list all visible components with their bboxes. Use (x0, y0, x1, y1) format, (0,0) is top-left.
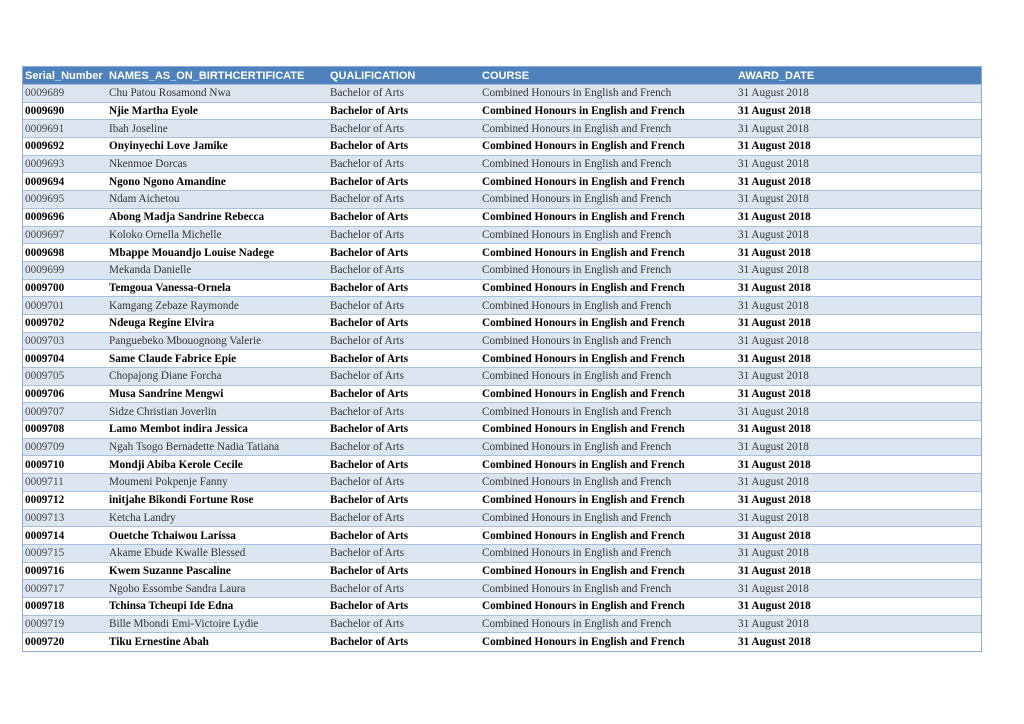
course-cell: Combined Honours in English and French (482, 636, 685, 649)
course-cell: Combined Honours in English and French (482, 405, 672, 418)
table-header-row (23, 67, 981, 85)
serial-number-cell: 0009700 (25, 281, 65, 294)
course-cell: Combined Honours in English and French (482, 193, 672, 206)
award-date-cell: 31 August 2018 (738, 476, 809, 489)
qualification-cell: Bachelor of Arts (330, 617, 404, 630)
qualification-cell: Bachelor of Arts (330, 476, 404, 489)
qualification-cell: Bachelor of Arts (330, 246, 409, 259)
name-cell: Lamo Membot indira Jessica (109, 423, 248, 436)
award-date-cell: 31 August 2018 (738, 87, 809, 100)
serial-number-cell: 0009713 (25, 511, 65, 524)
course-cell: Combined Honours in English and French (482, 494, 685, 507)
serial-number-cell: 0009689 (25, 87, 65, 100)
qualification-cell: Bachelor of Arts (330, 370, 404, 383)
name-cell: Koloko Ornella Michelle (109, 228, 222, 241)
name-cell: Tiku Ernestine Abah (109, 636, 209, 649)
qualification-cell: Bachelor of Arts (330, 458, 409, 471)
qualification-cell: Bachelor of Arts (330, 317, 409, 330)
table-row (23, 545, 981, 563)
header-course: COURSE (482, 69, 530, 82)
qualification-cell: Bachelor of Arts (330, 211, 409, 224)
course-cell: Combined Honours in English and French (482, 564, 685, 577)
serial-number-cell: 0009691 (25, 122, 65, 135)
award-date-cell: 31 August 2018 (738, 211, 811, 224)
course-cell: Combined Honours in English and French (482, 582, 672, 595)
award-date-cell: 31 August 2018 (738, 352, 811, 365)
qualification-cell: Bachelor of Arts (330, 281, 409, 294)
qualification-cell: Bachelor of Arts (330, 228, 404, 241)
name-cell: Onyinyechi Love Jamike (109, 140, 228, 153)
table-row (23, 403, 981, 421)
name-cell: Ibah Joseline (109, 122, 168, 135)
serial-number-cell: 0009692 (25, 140, 65, 153)
name-cell: Ndeuga Regine Elvira (109, 317, 215, 330)
serial-number-cell: 0009702 (25, 317, 65, 330)
award-date-cell: 31 August 2018 (738, 617, 809, 630)
serial-number-cell: 0009705 (25, 370, 65, 383)
award-date-cell: 31 August 2018 (738, 334, 809, 347)
serial-number-cell: 0009703 (25, 334, 65, 347)
course-cell: Combined Honours in English and French (482, 388, 685, 401)
course-cell: Combined Honours in English and French (482, 211, 685, 224)
table-row (23, 598, 981, 616)
name-cell: Tchinsa Tcheupi Ide Edna (109, 600, 234, 613)
name-cell: Sidze Christian Joverlin (109, 405, 217, 418)
award-date-cell: 31 August 2018 (738, 193, 809, 206)
award-date-cell: 31 August 2018 (738, 405, 809, 418)
award-date-cell: 31 August 2018 (738, 281, 811, 294)
course-cell: Combined Honours in English and French (482, 441, 672, 454)
table-row (23, 262, 981, 280)
serial-number-cell: 0009717 (25, 582, 65, 595)
qualification-cell: Bachelor of Arts (330, 405, 404, 418)
name-cell: Musa Sandrine Mengwi (109, 388, 224, 401)
serial-number-cell: 0009716 (25, 564, 65, 577)
course-cell: Combined Honours in English and French (482, 105, 685, 118)
name-cell: Mbappe Mouandjo Louise Nadege (109, 246, 275, 259)
course-cell: Combined Honours in English and French (482, 87, 672, 100)
qualification-cell: Bachelor of Arts (330, 441, 404, 454)
serial-number-cell: 0009701 (25, 299, 65, 312)
course-cell: Combined Honours in English and French (482, 529, 685, 542)
course-cell: Combined Honours in English and French (482, 352, 685, 365)
qualification-cell: Bachelor of Arts (330, 352, 409, 365)
course-cell: Combined Honours in English and French (482, 175, 685, 188)
name-cell: Moumeni Pokpenje Fanny (109, 476, 228, 489)
table-row (23, 333, 981, 351)
table-row (23, 616, 981, 634)
course-cell: Combined Honours in English and French (482, 423, 685, 436)
serial-number-cell: 0009690 (25, 105, 65, 118)
name-cell: Ngobo Essombe Sandra Laura (109, 582, 246, 595)
name-cell: Temgoua Vanessa-Ornela (109, 281, 231, 294)
serial-number-cell: 0009715 (25, 547, 65, 560)
table-row (23, 386, 981, 404)
qualification-cell: Bachelor of Arts (330, 582, 404, 595)
table-row (23, 510, 981, 528)
serial-number-cell: 0009714 (25, 529, 65, 542)
name-cell: Akame Ebude Kwalle Blessed (109, 547, 246, 560)
qualification-cell: Bachelor of Arts (330, 334, 404, 347)
table-row (23, 209, 981, 227)
course-cell: Combined Honours in English and French (482, 246, 685, 259)
award-date-cell: 31 August 2018 (738, 228, 809, 241)
name-cell: Ketcha Landry (109, 511, 176, 524)
qualification-cell: Bachelor of Arts (330, 158, 404, 171)
serial-number-cell: 0009711 (25, 476, 64, 489)
qualification-cell: Bachelor of Arts (330, 529, 409, 542)
qualification-cell: Bachelor of Arts (330, 122, 404, 135)
qualification-cell: Bachelor of Arts (330, 175, 409, 188)
name-cell: Bille Mbondi Emi-Victoire Lydie (109, 617, 259, 630)
table-row (23, 173, 981, 191)
award-date-cell: 31 August 2018 (738, 423, 811, 436)
graduates-table (22, 66, 982, 652)
name-cell: Abong Madja Sandrine Rebecca (109, 211, 265, 224)
course-cell: Combined Honours in English and French (482, 317, 685, 330)
award-date-cell: 31 August 2018 (738, 264, 809, 277)
name-cell: Njie Martha Eyole (109, 105, 198, 118)
award-date-cell: 31 August 2018 (738, 582, 809, 595)
course-cell: Combined Honours in English and French (482, 228, 672, 241)
course-cell: Combined Honours in English and French (482, 334, 672, 347)
name-cell: Nkenmoe Dorcas (109, 158, 187, 171)
header-award-date: AWARD_DATE (738, 69, 815, 82)
course-cell: Combined Honours in English and French (482, 122, 672, 135)
qualification-cell: Bachelor of Arts (330, 564, 409, 577)
serial-number-cell: 0009693 (25, 158, 65, 171)
serial-number-cell: 0009694 (25, 175, 65, 188)
serial-number-cell: 0009706 (25, 388, 65, 401)
course-cell: Combined Honours in English and French (482, 617, 672, 630)
name-cell: Ndam Aichetou (109, 193, 180, 206)
name-cell: Panguebeko Mbouognong Valerie (109, 334, 262, 347)
serial-number-cell: 0009695 (25, 193, 65, 206)
award-date-cell: 31 August 2018 (738, 494, 811, 507)
award-date-cell: 31 August 2018 (738, 564, 811, 577)
course-cell: Combined Honours in English and French (482, 281, 685, 294)
award-date-cell: 31 August 2018 (738, 529, 811, 542)
serial-number-cell: 0009704 (25, 352, 65, 365)
serial-number-cell: 0009707 (25, 405, 65, 418)
qualification-cell: Bachelor of Arts (330, 193, 404, 206)
table-row (23, 120, 981, 138)
table-row (23, 527, 981, 545)
table-row (23, 138, 981, 156)
serial-number-cell: 0009696 (25, 211, 65, 224)
qualification-cell: Bachelor of Arts (330, 511, 404, 524)
serial-number-cell: 0009719 (25, 617, 65, 630)
serial-number-cell: 0009698 (25, 246, 65, 259)
name-cell: Ouetche Tchaiwou Larissa (109, 529, 236, 542)
table-row (23, 315, 981, 333)
course-cell: Combined Honours in English and French (482, 370, 672, 383)
table-row (23, 563, 981, 581)
qualification-cell: Bachelor of Arts (330, 547, 404, 560)
qualification-cell: Bachelor of Arts (330, 87, 404, 100)
award-date-cell: 31 August 2018 (738, 600, 811, 613)
table-row (23, 156, 981, 174)
award-date-cell: 31 August 2018 (738, 441, 809, 454)
award-date-cell: 31 August 2018 (738, 105, 811, 118)
award-date-cell: 31 August 2018 (738, 317, 811, 330)
course-cell: Combined Honours in English and French (482, 458, 685, 471)
table-row (23, 280, 981, 298)
qualification-cell: Bachelor of Arts (330, 600, 409, 613)
table-row (23, 421, 981, 439)
award-date-cell: 31 August 2018 (738, 122, 809, 135)
name-cell: Same Claude Fabrice Epie (109, 352, 237, 365)
serial-number-cell: 0009712 (25, 494, 65, 507)
course-cell: Combined Honours in English and French (482, 511, 672, 524)
table-row (23, 633, 981, 651)
award-date-cell: 31 August 2018 (738, 299, 809, 312)
name-cell: Ngah Tsogo Bernadette Nadia Tatiana (109, 441, 280, 454)
course-cell: Combined Honours in English and French (482, 158, 672, 171)
name-cell: Chu Patou Rosamond Nwa (109, 87, 231, 100)
name-cell: Mekanda Danielle (109, 264, 192, 277)
name-cell: Chopajong Diane Forcha (109, 370, 222, 383)
name-cell: initjahe Bikondi Fortune Rose (109, 494, 254, 507)
serial-number-cell: 0009708 (25, 423, 65, 436)
name-cell: Ngono Ngono Amandine (109, 175, 226, 188)
serial-number-cell: 0009710 (25, 458, 65, 471)
qualification-cell: Bachelor of Arts (330, 264, 404, 277)
header-serial-number: Serial_Number (25, 69, 103, 82)
course-cell: Combined Honours in English and French (482, 140, 685, 153)
course-cell: Combined Honours in English and French (482, 264, 672, 277)
table-body (23, 85, 981, 651)
table-row (23, 85, 981, 103)
course-cell: Combined Honours in English and French (482, 547, 672, 560)
table-row (23, 297, 981, 315)
name-cell: Mondji Abiba Kerole Cecile (109, 458, 243, 471)
award-date-cell: 31 August 2018 (738, 158, 809, 171)
serial-number-cell: 0009709 (25, 441, 65, 454)
table-row (23, 244, 981, 262)
award-date-cell: 31 August 2018 (738, 140, 811, 153)
name-cell: Kamgang Zebaze Raymonde (109, 299, 239, 312)
qualification-cell: Bachelor of Arts (330, 494, 409, 507)
course-cell: Combined Honours in English and French (482, 600, 685, 613)
table-row (23, 103, 981, 121)
table-row (23, 191, 981, 209)
qualification-cell: Bachelor of Arts (330, 423, 409, 436)
qualification-cell: Bachelor of Arts (330, 140, 409, 153)
table-row (23, 580, 981, 598)
award-date-cell: 31 August 2018 (738, 511, 809, 524)
qualification-cell: Bachelor of Arts (330, 299, 404, 312)
table-row (23, 474, 981, 492)
serial-number-cell: 0009720 (25, 636, 65, 649)
table-row (23, 456, 981, 474)
award-date-cell: 31 August 2018 (738, 636, 811, 649)
award-date-cell: 31 August 2018 (738, 547, 809, 560)
course-cell: Combined Honours in English and French (482, 476, 672, 489)
table-row (23, 227, 981, 245)
table-row (23, 368, 981, 386)
serial-number-cell: 0009699 (25, 264, 65, 277)
header-names: NAMES_AS_ON_BIRTHCERTIFICATE (109, 69, 305, 82)
table-row (23, 439, 981, 457)
table-row (23, 350, 981, 368)
table-row (23, 492, 981, 510)
qualification-cell: Bachelor of Arts (330, 636, 409, 649)
qualification-cell: Bachelor of Arts (330, 388, 409, 401)
award-date-cell: 31 August 2018 (738, 370, 809, 383)
serial-number-cell: 0009697 (25, 228, 65, 241)
award-date-cell: 31 August 2018 (738, 175, 811, 188)
qualification-cell: Bachelor of Arts (330, 105, 409, 118)
award-date-cell: 31 August 2018 (738, 388, 811, 401)
award-date-cell: 31 August 2018 (738, 246, 811, 259)
serial-number-cell: 0009718 (25, 600, 65, 613)
name-cell: Kwem Suzanne Pascaline (109, 564, 231, 577)
course-cell: Combined Honours in English and French (482, 299, 672, 312)
header-qualification: QUALIFICATION (330, 69, 416, 82)
award-date-cell: 31 August 2018 (738, 458, 811, 471)
